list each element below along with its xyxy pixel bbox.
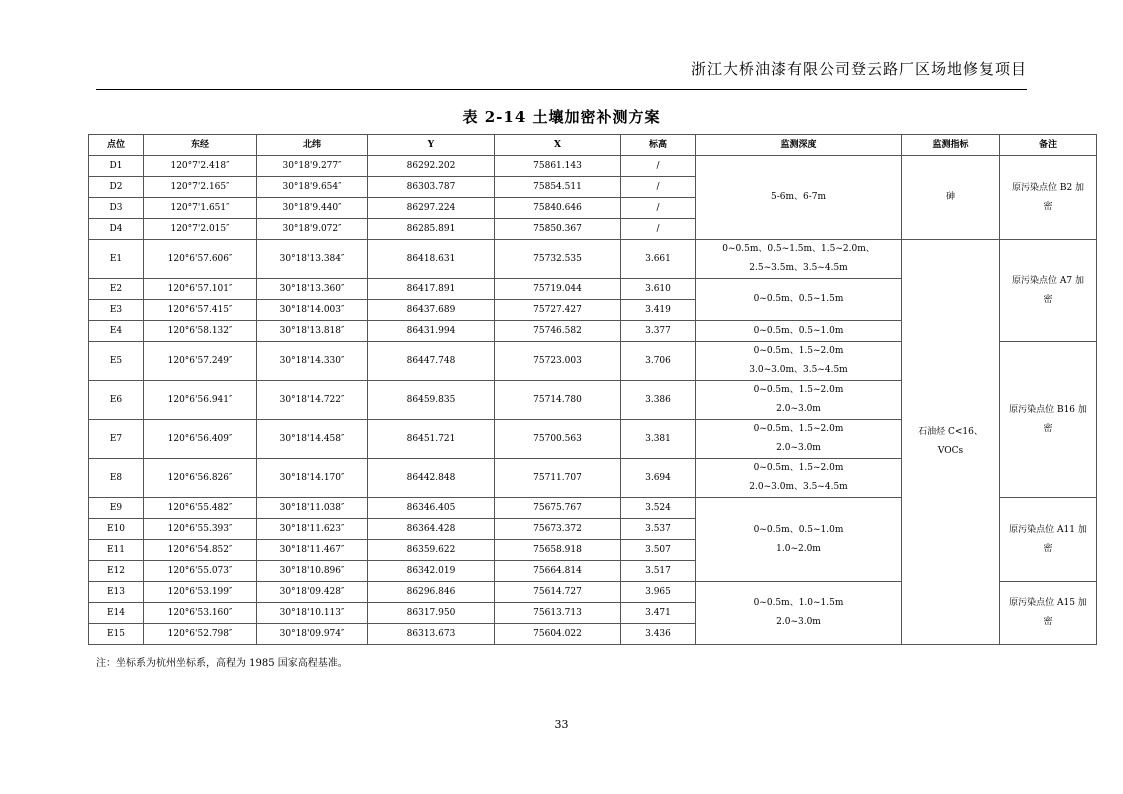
cell-remark: 原污染点位 A7 加密 (1000, 240, 1097, 342)
cell-elevation: 3.471 (621, 603, 696, 624)
cell-y: 86417.891 (368, 279, 495, 300)
cell-longitude: 120°7'2.165″ (144, 177, 257, 198)
cell-longitude: 120°6'53.160″ (144, 603, 257, 624)
cell-x: 75850.367 (495, 219, 621, 240)
cell-y: 86459.835 (368, 381, 495, 420)
cell-longitude: 120°6'55.482″ (144, 498, 257, 519)
cell-point: E8 (89, 459, 144, 498)
header-elevation: 标高 (621, 135, 696, 156)
cell-point: E9 (89, 498, 144, 519)
cell-y: 86447.748 (368, 342, 495, 381)
cell-point: E12 (89, 561, 144, 582)
cell-elevation: 3.436 (621, 624, 696, 645)
cell-longitude: 120°6'56.941″ (144, 381, 257, 420)
cell-y: 86296.846 (368, 582, 495, 603)
cell-longitude: 120°6'57.415″ (144, 300, 257, 321)
cell-y: 86431.994 (368, 321, 495, 342)
cell-depth: 0~0.5m、0.5~1.5m、1.5~2.0m、2.5~3.5m、3.5~4.5m (696, 240, 902, 279)
cell-depth: 0~0.5m、1.0~1.5m 2.0~3.0m (696, 582, 902, 645)
cell-point: E3 (89, 300, 144, 321)
cell-latitude: 30°18'11.038″ (257, 498, 368, 519)
cell-depth: 0~0.5m、1.5~2.0m 2.0~3.0m (696, 420, 902, 459)
header-rule (96, 89, 1027, 90)
cell-elevation: 3.610 (621, 279, 696, 300)
cell-latitude: 30°18'9.440″ (257, 198, 368, 219)
cell-longitude: 120°6'56.826″ (144, 459, 257, 498)
cell-y: 86313.673 (368, 624, 495, 645)
cell-point: E14 (89, 603, 144, 624)
cell-point: D2 (89, 177, 144, 198)
cell-latitude: 30°18'9.072″ (257, 219, 368, 240)
cell-y: 86451.721 (368, 420, 495, 459)
cell-x: 75664.814 (495, 561, 621, 582)
cell-depth: 0~0.5m、0.5~1.5m (696, 279, 902, 321)
cell-latitude: 30°18'13.360″ (257, 279, 368, 300)
cell-depth: 0~0.5m、0.5~1.0m (696, 321, 902, 342)
cell-elevation: 3.661 (621, 240, 696, 279)
cell-longitude: 120°7'1.651″ (144, 198, 257, 219)
cell-point: D4 (89, 219, 144, 240)
cell-point: E5 (89, 342, 144, 381)
cell-point: E10 (89, 519, 144, 540)
cell-indicator: 石油烃 C<16、VOCs (902, 240, 1000, 645)
cell-remark: 原污染点位 B16 加密 (1000, 342, 1097, 498)
header-latitude: 北纬 (257, 135, 368, 156)
cell-longitude: 120°7'2.418″ (144, 156, 257, 177)
header-x: X (495, 135, 621, 156)
cell-latitude: 30°18'14.330″ (257, 342, 368, 381)
cell-x: 75675.767 (495, 498, 621, 519)
table-row (89, 240, 1097, 279)
cell-point: D1 (89, 156, 144, 177)
cell-elevation: 3.386 (621, 381, 696, 420)
cell-longitude: 120°6'58.132″ (144, 321, 257, 342)
cell-depth: 5-6m、6-7m (696, 156, 902, 240)
cell-elevation: 3.706 (621, 342, 696, 381)
cell-depth: 0~0.5m、1.5~2.0m 3.0~3.0m、3.5~4.5m (696, 342, 902, 381)
cell-y: 86442.848 (368, 459, 495, 498)
cell-longitude: 120°6'56.409″ (144, 420, 257, 459)
header-point: 点位 (89, 135, 144, 156)
cell-y: 86346.405 (368, 498, 495, 519)
cell-y: 86359.622 (368, 540, 495, 561)
cell-point: E6 (89, 381, 144, 420)
cell-longitude: 120°6'55.073″ (144, 561, 257, 582)
cell-depth: 0~0.5m、0.5~1.0m 1.0~2.0m (696, 498, 902, 582)
cell-y: 86317.950 (368, 603, 495, 624)
table-footnote: 注：坐标系为杭州坐标系，高程为 1985 国家高程基准。 (96, 658, 348, 669)
cell-latitude: 30°18'13.384″ (257, 240, 368, 279)
cell-x: 75658.918 (495, 540, 621, 561)
page-number: 33 (554, 718, 569, 731)
cell-remark: 原污染点位 A11 加密 (1000, 498, 1097, 582)
cell-elevation: 3.965 (621, 582, 696, 603)
cell-elevation: 3.694 (621, 459, 696, 498)
cell-latitude: 30°18'10.113″ (257, 603, 368, 624)
cell-x: 75854.511 (495, 177, 621, 198)
cell-longitude: 120°6'55.393″ (144, 519, 257, 540)
cell-elevation: 3.537 (621, 519, 696, 540)
cell-depth: 0~0.5m、1.5~2.0m 2.0~3.0m、3.5~4.5m (696, 459, 902, 498)
cell-point: D3 (89, 198, 144, 219)
cell-x: 75614.727 (495, 582, 621, 603)
cell-elevation: / (621, 198, 696, 219)
cell-latitude: 30°18'10.896″ (257, 561, 368, 582)
cell-elevation: / (621, 156, 696, 177)
cell-remark: 原污染点位 B2 加密 (1000, 156, 1097, 240)
cell-point: E4 (89, 321, 144, 342)
cell-elevation: 3.381 (621, 420, 696, 459)
cell-point: E2 (89, 279, 144, 300)
cell-longitude: 120°6'57.101″ (144, 279, 257, 300)
header-y: Y (368, 135, 495, 156)
cell-x: 75673.372 (495, 519, 621, 540)
cell-point: E7 (89, 420, 144, 459)
cell-y: 86285.891 (368, 219, 495, 240)
cell-y: 86437.689 (368, 300, 495, 321)
cell-point: E13 (89, 582, 144, 603)
cell-elevation: 3.377 (621, 321, 696, 342)
cell-x: 75714.780 (495, 381, 621, 420)
header-indicator: 监测指标 (902, 135, 1000, 156)
cell-x: 75604.022 (495, 624, 621, 645)
cell-x: 75613.713 (495, 603, 621, 624)
cell-latitude: 30°18'11.623″ (257, 519, 368, 540)
cell-elevation: 3.524 (621, 498, 696, 519)
cell-y: 86342.019 (368, 561, 495, 582)
cell-point: E11 (89, 540, 144, 561)
cell-depth: 0~0.5m、1.5~2.0m 2.0~3.0m (696, 381, 902, 420)
cell-point: E1 (89, 240, 144, 279)
cell-y: 86364.428 (368, 519, 495, 540)
cell-x: 75700.563 (495, 420, 621, 459)
cell-latitude: 30°18'9.277″ (257, 156, 368, 177)
cell-indicator: 砷 (902, 156, 1000, 240)
cell-latitude: 30°18'11.467″ (257, 540, 368, 561)
document-header-title: 浙江大桥油漆有限公司登云路厂区场地修复项目 (690, 60, 1027, 78)
cell-elevation: 3.419 (621, 300, 696, 321)
cell-longitude: 120°6'57.249″ (144, 342, 257, 381)
cell-longitude: 120°6'57.606″ (144, 240, 257, 279)
cell-x: 75711.707 (495, 459, 621, 498)
cell-latitude: 30°18'09.428″ (257, 582, 368, 603)
cell-latitude: 30°18'14.003″ (257, 300, 368, 321)
cell-x: 75719.044 (495, 279, 621, 300)
cell-longitude: 120°6'54.852″ (144, 540, 257, 561)
cell-latitude: 30°18'14.458″ (257, 420, 368, 459)
cell-elevation: 3.507 (621, 540, 696, 561)
cell-elevation: / (621, 219, 696, 240)
cell-elevation: 3.517 (621, 561, 696, 582)
cell-longitude: 120°7'2.015″ (144, 219, 257, 240)
cell-x: 75732.535 (495, 240, 621, 279)
cell-elevation: / (621, 177, 696, 198)
cell-remark: 原污染点位 A15 加密 (1000, 582, 1097, 645)
cell-longitude: 120°6'52.798″ (144, 624, 257, 645)
cell-longitude: 120°6'53.199″ (144, 582, 257, 603)
cell-y: 86292.202 (368, 156, 495, 177)
cell-x: 75746.582 (495, 321, 621, 342)
header-depth: 监测深度 (696, 135, 902, 156)
cell-y: 86297.224 (368, 198, 495, 219)
cell-latitude: 30°18'14.722″ (257, 381, 368, 420)
table-header-row (89, 135, 1097, 156)
table-row (89, 156, 1097, 177)
cell-point: E15 (89, 624, 144, 645)
cell-x: 75861.143 (495, 156, 621, 177)
cell-latitude: 30°18'13.818″ (257, 321, 368, 342)
cell-latitude: 30°18'9.654″ (257, 177, 368, 198)
cell-latitude: 30°18'09.974″ (257, 624, 368, 645)
header-longitude: 东经 (144, 135, 257, 156)
table-title: 表 2-14 土壤加密补测方案 (462, 108, 661, 126)
cell-y: 86418.631 (368, 240, 495, 279)
cell-y: 86303.787 (368, 177, 495, 198)
header-remark: 备注 (1000, 135, 1097, 156)
cell-latitude: 30°18'14.170″ (257, 459, 368, 498)
cell-x: 75727.427 (495, 300, 621, 321)
cell-x: 75840.646 (495, 198, 621, 219)
cell-x: 75723.003 (495, 342, 621, 381)
soil-sampling-table (88, 134, 1097, 645)
